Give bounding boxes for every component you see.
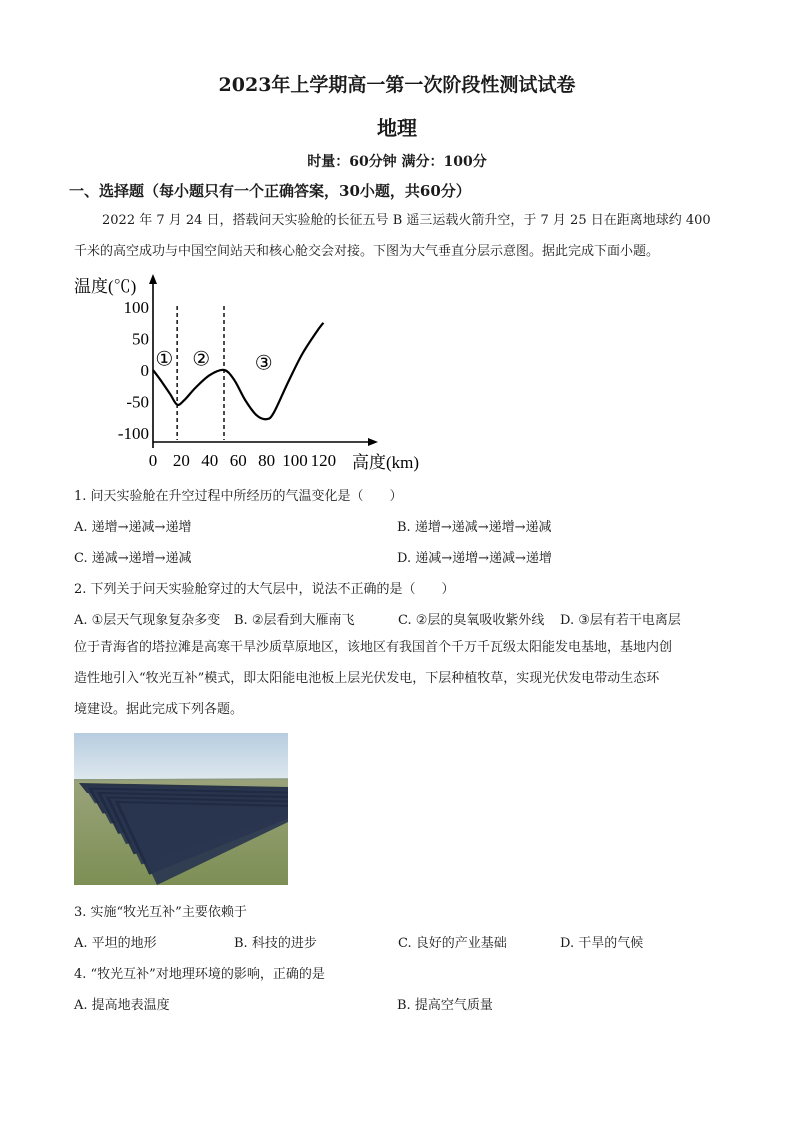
q4-stem: 4. “牧光互补”对地理环境的影响，正确的是	[74, 967, 325, 982]
passage-2	[74, 632, 724, 725]
y-tick-label: 0	[140, 361, 149, 380]
y-tick-label: 50	[132, 329, 149, 349]
y-tick-label: 100	[123, 298, 149, 317]
q1-option-d[interactable]: D. 递减→递增→递减→递增	[397, 551, 552, 566]
passage-2-line-1: 位于青海省的塔拉滩是高寒干旱沙质草原地区，该地区有我国首个千万千瓦级太阳能发电基地，基地内创	[74, 640, 673, 655]
x-tick-label: 120	[310, 451, 337, 470]
layer-boundaries	[177, 306, 224, 440]
passage-1-line-2: 千米的高空成功与中国空间站天和核心舱交会对接。下图为大气垂直分层示意图。据此完成下面小题。	[74, 244, 660, 259]
page-title: 2023年上学期高一第一次阶段性测试试卷	[218, 74, 576, 96]
solar-farm-photo	[74, 733, 288, 885]
q2-option-d[interactable]: D. ③层有若干电离层	[560, 613, 681, 628]
y-axis-label: 温度(℃)	[74, 277, 137, 296]
x-tick-label: 60	[229, 451, 247, 470]
x-tick-label: 80	[258, 451, 276, 470]
layer-label: ②	[192, 346, 211, 371]
temperature-curve	[153, 323, 323, 419]
q1-stem: 1. 问天实验舱在升空过程中所经历的气温变化是（ ）	[74, 489, 403, 504]
passage-1-line-1: 2022 年 7 月 24 日，搭载问天实验舱的长征五号 B 遥三运载火箭升空，于 7 月 25 日在距离地球约 400	[102, 213, 711, 228]
q2-stem: 2. 下列关于问天实验舱穿过的大气层中，说法不正确的是（ ）	[74, 582, 455, 597]
exam-info: 时量：60分钟 满分：100分	[307, 154, 487, 170]
q1-option-a[interactable]: A. 递增→递减→递增	[74, 520, 192, 535]
layer-label: ①	[155, 346, 174, 371]
q3-option-b[interactable]: B. 科技的进步	[234, 936, 317, 951]
q3-option-d[interactable]: D. 干旱的气候	[560, 936, 644, 951]
q3-option-a[interactable]: A. 平坦的地形	[74, 936, 157, 951]
q2-option-a[interactable]: A. ①层天气现象复杂多变	[74, 613, 221, 628]
subject-title: 地理	[377, 116, 417, 140]
x-axis-label: 高度(km)	[352, 453, 420, 472]
y-tick-label: -100	[117, 424, 149, 443]
atmosphere-chart	[70, 270, 440, 475]
x-tick-labels	[149, 451, 336, 470]
q2-option-b[interactable]: B. ②层看到大雁南飞	[234, 613, 355, 628]
x-tick-label: 20	[172, 451, 190, 470]
q4-option-b[interactable]: B. 提高空气质量	[397, 998, 493, 1013]
y-tick-labels	[118, 298, 149, 443]
y-axis-arrow	[149, 274, 157, 284]
x-axis-arrow	[368, 438, 378, 446]
layer-label: ③	[254, 350, 273, 375]
layer-labels	[155, 347, 272, 375]
q1-option-c[interactable]: C. 递减→递增→递减	[74, 551, 192, 566]
passage-2-line-3: 境建设。据此完成下列各题。	[74, 702, 244, 717]
photo-sky	[74, 733, 288, 781]
q4-option-a[interactable]: A. 提高地表温度	[74, 998, 170, 1013]
passage-2-line-2: 造性地引入“牧光互补”模式，即太阳能电池板上层光伏发电，下层种植牧草，实现光伏发电带动生态环	[74, 671, 660, 686]
section-heading: 一、选择题（每小题只有一个正确答案，30小题，共60分）	[69, 182, 471, 200]
q3-option-c[interactable]: C. 良好的产业基础	[398, 936, 507, 951]
x-tick-label: 0	[148, 451, 158, 470]
q2-option-c[interactable]: C. ②层的臭氧吸收紫外线	[398, 613, 545, 628]
y-tick-label: -50	[126, 392, 149, 412]
q1-option-b[interactable]: B. 递增→递减→递增→递减	[397, 520, 552, 535]
passage-1	[74, 205, 724, 267]
q3-stem: 3. 实施“牧光互补”主要依赖于	[74, 905, 247, 920]
x-tick-label: 40	[201, 451, 219, 470]
x-tick-label: 100	[282, 451, 308, 470]
